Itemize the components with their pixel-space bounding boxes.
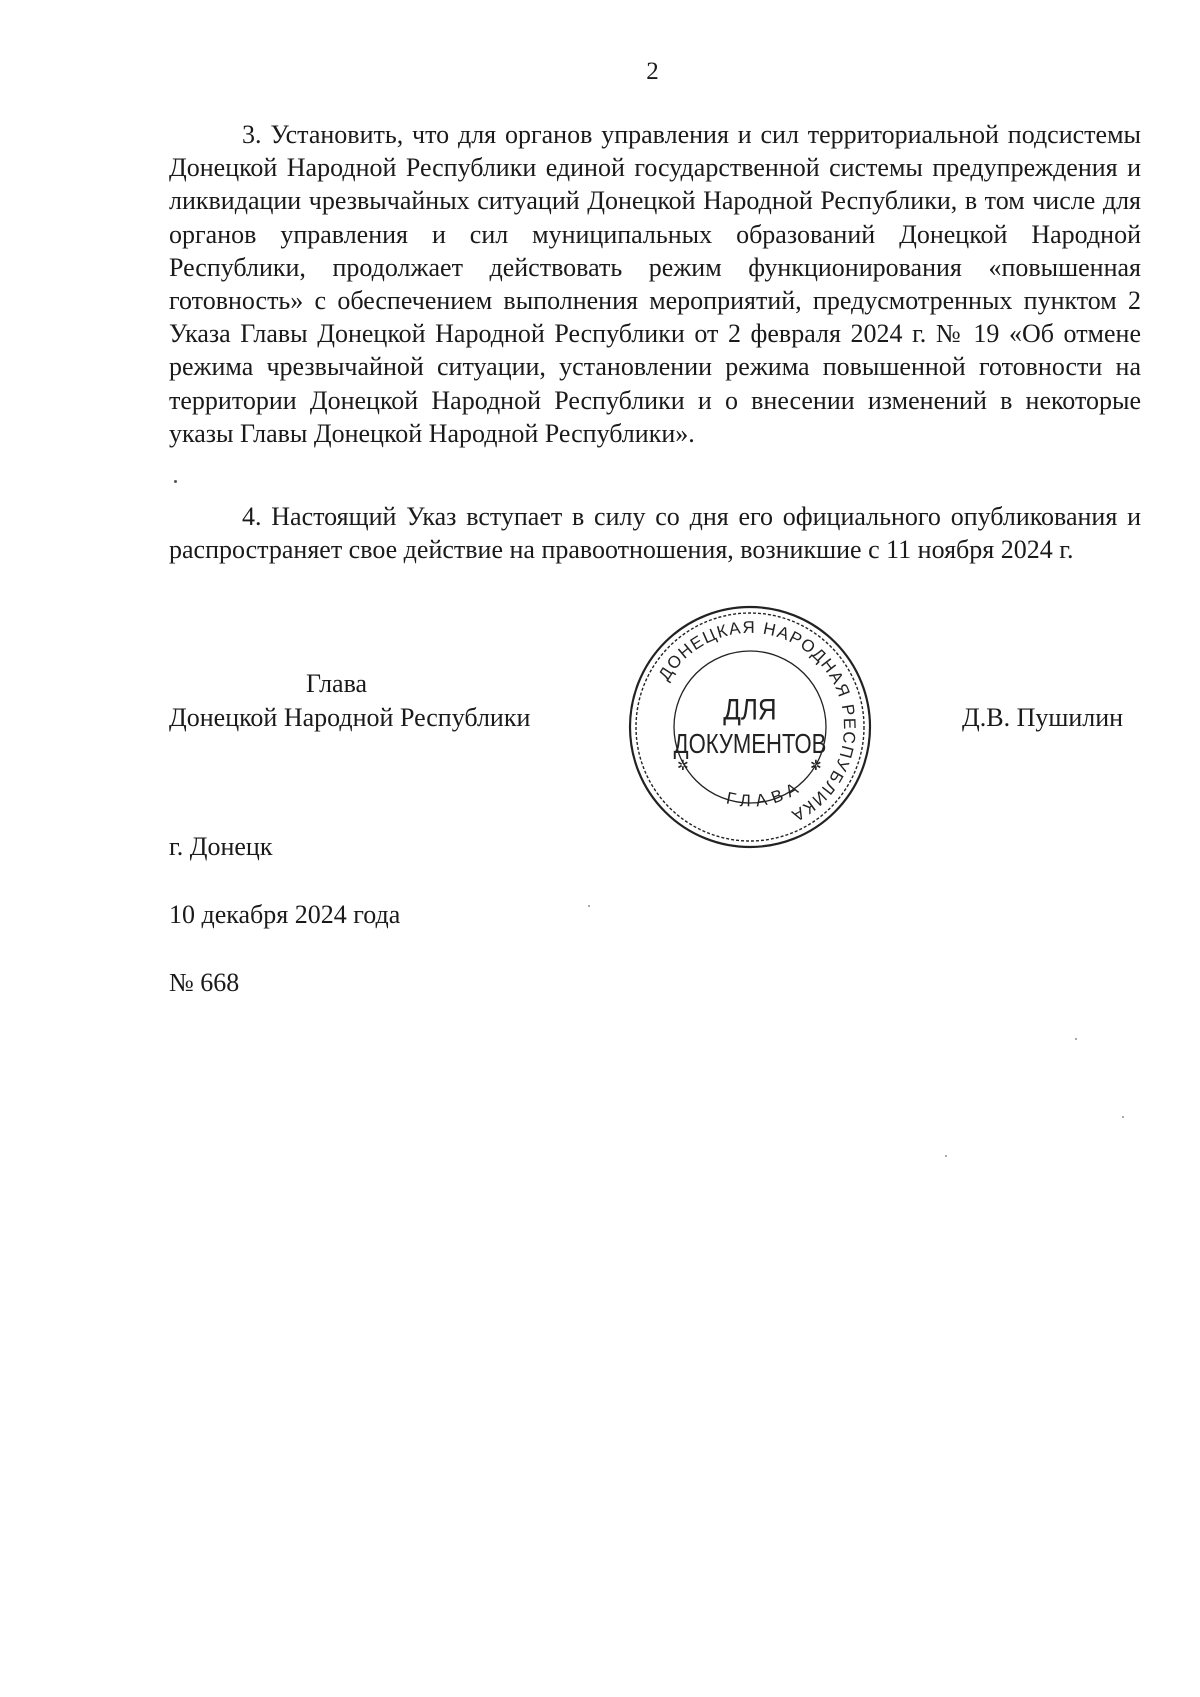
scan-speck	[174, 480, 177, 483]
paragraph-3: 3. Установить, что для органов управления и сил территориальной подсистемы Донецкой Народной Республики единой государственной системы предупреждения и ликвидации чрезвычайных ситуаций Донецкой Народной Республики, в том числе для органов управления и сил муниципальных образований Донецкой Народной Республики, продолжает действовать режим функционирования «повышенная готовность» с обеспечением выполнения мероприятий, предусмотренных пунктом 2 Указа Главы Донецкой Народной Республики от 2 февраля 2024 г. № 19 «Об отмене режима чрезвычайной ситуации, установлении режима повышенной готовности на территории Донецкой Народной Республики и о внесении изменений в некоторые указы Главы Донецкой Народной Республики».	[169, 120, 1141, 448]
seal-outer-text: ДОНЕЦКАЯ НАРОДНАЯ РЕСПУБЛИКА	[654, 617, 860, 826]
seal-outer-ring	[630, 607, 870, 847]
scan-speck	[1122, 1116, 1124, 1118]
seal-star-left-icon: ✲	[677, 757, 689, 773]
decree-number: № 668	[169, 968, 240, 997]
seal-graphic	[627, 604, 873, 850]
scan-speck	[1075, 1038, 1077, 1040]
scan-speck	[945, 1155, 947, 1157]
signature-title	[169, 667, 530, 735]
page-number: 2	[646, 58, 659, 85]
seal-center-line1: ДЛЯ	[723, 692, 777, 726]
signature-title-line1: Глава	[306, 669, 368, 698]
seal-center-line2: ДОКУМЕНТОВ	[673, 728, 827, 760]
seal-inner-ring	[674, 651, 826, 803]
official-seal	[627, 604, 873, 850]
scan-speck	[588, 905, 590, 907]
seal-star-right-icon: ✲	[810, 757, 822, 773]
signing-date: 10 декабря 2024 года	[169, 900, 401, 929]
signature-title-line2: Донецкой Народной Республики	[169, 703, 531, 732]
paragraph-4: 4. Настоящий Указ вступает в силу со дня его официального опубликования и распространяет свое действие на правоотношения, возникшие с 11 ноября 2024 г.	[169, 502, 1141, 565]
signing-place: г. Донецк	[169, 832, 273, 861]
seal-bottom-text: ГЛАВА	[724, 776, 807, 811]
signer-name: Д.В. Пушилин	[962, 703, 1124, 732]
